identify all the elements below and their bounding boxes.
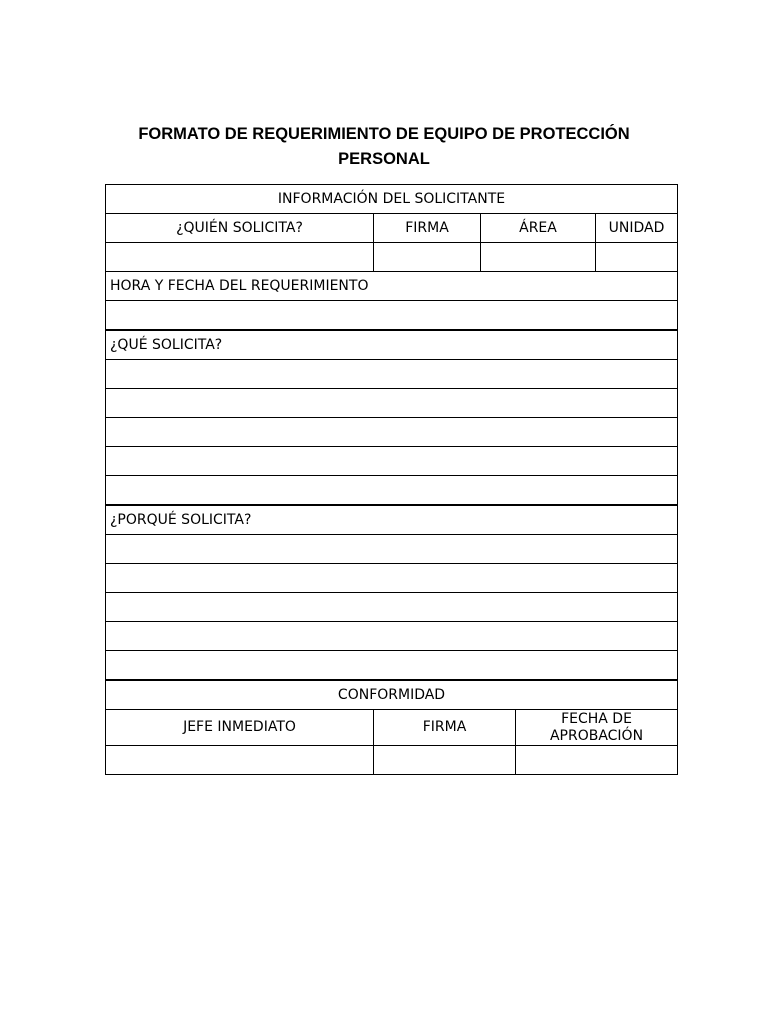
porque-solicita-field[interactable] (106, 535, 678, 564)
area-field[interactable] (481, 243, 596, 272)
unidad-field[interactable] (596, 243, 678, 272)
firma-field[interactable] (374, 243, 481, 272)
que-solicita-field[interactable] (106, 476, 678, 506)
que-solicita-field[interactable] (106, 418, 678, 447)
que-solicita-label: ¿QUÉ SOLICITA? (106, 330, 678, 360)
section-header-row (106, 680, 678, 710)
column-header-fecha-aprobacion (516, 710, 678, 746)
entry-row (106, 447, 678, 476)
entry-row (106, 360, 678, 389)
entry-row (106, 651, 678, 681)
column-header-unidad: UNIDAD (596, 214, 678, 243)
column-header-row (106, 710, 678, 746)
porque-solicita-field[interactable] (106, 622, 678, 651)
que-solicita-field[interactable] (106, 447, 678, 476)
form-title-line-1: FORMATO DE REQUERIMIENTO DE EQUIPO DE PROTECCIÓN (138, 125, 630, 143)
entry-row (106, 564, 678, 593)
form-title (100, 122, 668, 172)
column-header-firma: FIRMA (374, 214, 481, 243)
que-solicita-field[interactable] (106, 360, 678, 389)
entry-row (106, 535, 678, 564)
section-label-row (106, 330, 678, 360)
fecha-aprobacion-line-2: APROBACIÓN (549, 727, 644, 744)
porque-solicita-field[interactable] (106, 651, 678, 681)
entry-row (106, 476, 678, 506)
column-header-jefe: JEFE INMEDIATO (106, 710, 374, 746)
column-header-row (106, 214, 678, 243)
porque-solicita-field[interactable] (106, 593, 678, 622)
jefe-field[interactable] (106, 746, 374, 775)
hora-fecha-field[interactable] (106, 301, 678, 331)
que-solicita-field[interactable] (106, 389, 678, 418)
hora-fecha-label: HORA Y FECHA DEL REQUERIMIENTO (106, 272, 678, 301)
entry-row (106, 389, 678, 418)
request-form-table (105, 184, 678, 775)
entry-row (106, 301, 678, 331)
porque-solicita-field[interactable] (106, 564, 678, 593)
porque-solicita-label: ¿PORQUÉ SOLICITA? (106, 505, 678, 535)
section-header-conformidad: CONFORMIDAD (106, 680, 678, 710)
section-header-row (106, 185, 678, 214)
column-header-quien: ¿QUIÉN SOLICITA? (106, 214, 374, 243)
quien-field[interactable] (106, 243, 374, 272)
entry-row (106, 622, 678, 651)
approval-entry-row (106, 746, 678, 775)
entry-row (106, 418, 678, 447)
column-header-area: ÁREA (481, 214, 596, 243)
column-header-firma-aprobacion: FIRMA (374, 710, 516, 746)
form-title-line-2: PERSONAL (338, 150, 430, 168)
applicant-entry-row (106, 243, 678, 272)
firma-aprobacion-field[interactable] (374, 746, 516, 775)
section-label-row (106, 272, 678, 301)
fecha-aprobacion-field[interactable] (516, 746, 678, 775)
section-header-solicitante: INFORMACIÓN DEL SOLICITANTE (106, 185, 678, 214)
entry-row (106, 593, 678, 622)
fecha-aprobacion-line-1: FECHA DE (561, 710, 632, 727)
section-label-row (106, 505, 678, 535)
